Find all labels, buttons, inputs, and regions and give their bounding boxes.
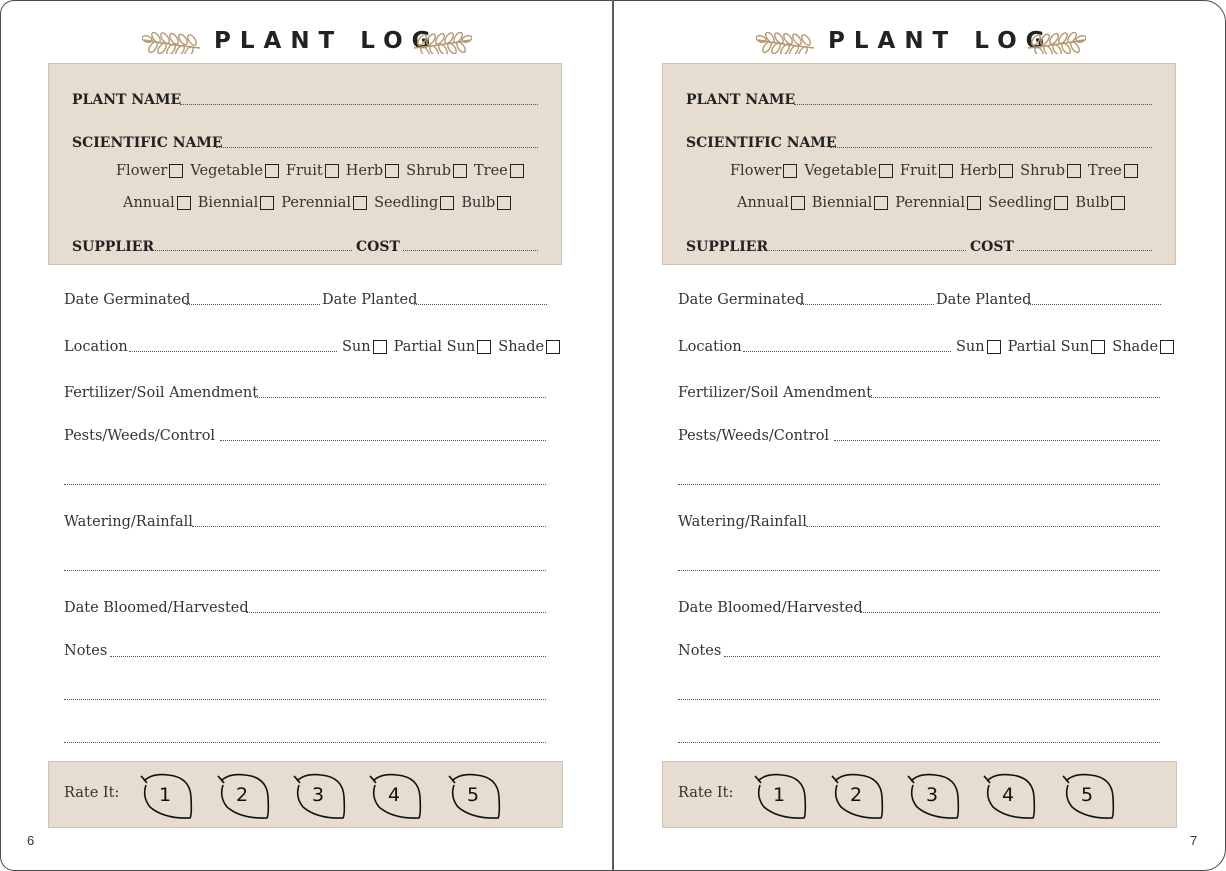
plant-type-label: Tree <box>1088 163 1122 179</box>
supplier-field[interactable] <box>764 250 966 251</box>
plant-type-label: Tree <box>474 163 508 179</box>
sun-option-label: Partial Sun <box>1007 339 1090 355</box>
date-germinated-label: Date Germinated <box>64 292 191 308</box>
life-cycle-checkbox[interactable] <box>791 196 805 210</box>
sun-option <box>1112 339 1177 355</box>
life-cycle-label: Seedling <box>988 195 1053 211</box>
rating-leaf-icon[interactable] <box>905 771 965 821</box>
scientific-name-label: SCIENTIFIC NAME <box>686 135 837 151</box>
plant-type-checkbox[interactable] <box>1067 164 1081 178</box>
life-cycle-option <box>281 195 370 211</box>
plant-name-label: PLANT NAME <box>686 92 796 108</box>
life-cycle-option <box>988 195 1071 211</box>
notes-field-line-3[interactable] <box>64 742 546 743</box>
plant-type-option <box>900 163 956 179</box>
life-cycle-checkbox[interactable] <box>177 196 191 210</box>
rating-leaf-icon[interactable] <box>829 771 889 821</box>
plant-type-checkbox[interactable] <box>879 164 893 178</box>
watering-field-line-2[interactable] <box>64 570 546 571</box>
fertilizer-field[interactable] <box>255 397 546 398</box>
location-label: Location <box>64 339 128 355</box>
plant-type-label: Herb <box>959 163 998 179</box>
plant-type-option <box>406 163 470 179</box>
life-cycle-checkbox[interactable] <box>874 196 888 210</box>
plant-type-label: Herb <box>345 163 384 179</box>
life-cycle-label: Annual <box>737 195 789 211</box>
plant-type-checkbox[interactable] <box>453 164 467 178</box>
plant-type-options <box>116 163 531 179</box>
plant-type-checkbox[interactable] <box>510 164 524 178</box>
plant-name-field[interactable] <box>794 104 1152 105</box>
plant-name-label: PLANT NAME <box>72 92 182 108</box>
sun-option <box>394 339 495 355</box>
rating-leaf-icon[interactable] <box>291 771 351 821</box>
date-germinated-field[interactable] <box>186 304 320 305</box>
plant-type-label: Flower <box>730 163 782 179</box>
pests-field[interactable] <box>834 440 1160 441</box>
cost-field[interactable] <box>1017 250 1152 251</box>
notes-field-line-2[interactable] <box>678 699 1160 700</box>
plant-type-option <box>346 163 402 179</box>
rating-number: 1 <box>772 784 786 806</box>
sprig-left-icon <box>756 32 816 59</box>
scientific-name-field[interactable] <box>216 147 538 148</box>
life-cycle-option <box>737 195 808 211</box>
sun-options <box>956 339 1181 355</box>
page-number: 6 <box>27 833 35 848</box>
sun-option <box>498 339 563 355</box>
sprig-right-icon <box>1026 32 1086 59</box>
life-cycle-checkbox[interactable] <box>497 196 511 210</box>
sun-option-label: Sun <box>342 339 371 355</box>
life-cycle-checkbox[interactable] <box>440 196 454 210</box>
life-cycle-label: Bulb <box>1075 195 1110 211</box>
plant-type-checkbox[interactable] <box>265 164 279 178</box>
cost-label: COST <box>356 239 400 255</box>
plant-type-options <box>730 163 1145 179</box>
supplier-label: SUPPLIER <box>72 239 155 255</box>
plant-type-label: Shrub <box>406 163 451 179</box>
sun-option-checkbox[interactable] <box>1091 340 1105 354</box>
sun-option-label: Shade <box>1112 339 1159 355</box>
sun-option-label: Shade <box>498 339 545 355</box>
pests-field-line-2[interactable] <box>64 484 546 485</box>
date-planted-label: Date Planted <box>936 292 1032 308</box>
fertilizer-field[interactable] <box>869 397 1160 398</box>
plant-type-option <box>1088 163 1141 179</box>
plant-type-label: Fruit <box>899 163 937 179</box>
bloomed-field[interactable] <box>860 612 1160 613</box>
pests-field[interactable] <box>220 440 546 441</box>
sun-option <box>342 339 390 355</box>
rating-number: 4 <box>387 784 401 806</box>
rating-number: 2 <box>849 784 863 806</box>
rating-leaf-icon[interactable] <box>367 771 427 821</box>
sun-option-label: Partial Sun <box>393 339 476 355</box>
life-cycle-option <box>198 195 277 211</box>
cost-label: COST <box>970 239 1014 255</box>
sun-option-checkbox[interactable] <box>546 340 560 354</box>
rating-leaf-icon[interactable] <box>981 771 1041 821</box>
plant-type-option <box>474 163 527 179</box>
life-cycle-checkbox[interactable] <box>260 196 274 210</box>
scientific-name-label: SCIENTIFIC NAME <box>72 135 223 151</box>
plant-type-checkbox[interactable] <box>325 164 339 178</box>
rating-leaf-icon[interactable] <box>752 771 812 821</box>
rating-leaf-icon[interactable] <box>1060 771 1120 821</box>
life-cycle-checkbox[interactable] <box>967 196 981 210</box>
plant-type-option <box>190 163 282 179</box>
watering-label: Watering/Rainfall <box>678 514 807 530</box>
bloomed-field[interactable] <box>246 612 546 613</box>
plant-type-label: Flower <box>116 163 168 179</box>
rating-number: 3 <box>925 784 939 806</box>
sun-option-label: Sun <box>956 339 985 355</box>
life-cycle-label: Perennial <box>281 195 352 211</box>
plant-type-checkbox[interactable] <box>783 164 797 178</box>
supplier-label: SUPPLIER <box>686 239 769 255</box>
plant-log-page <box>0 0 612 871</box>
pests-label: Pests/Weeds/Control <box>64 428 216 444</box>
pests-label: Pests/Weeds/Control <box>678 428 830 444</box>
cost-field[interactable] <box>403 250 538 251</box>
notes-label: Notes <box>64 643 108 659</box>
rate-label: Rate It: <box>678 785 734 801</box>
life-cycle-option <box>1075 195 1128 211</box>
supplier-field[interactable] <box>150 250 352 251</box>
life-cycle-option <box>812 195 891 211</box>
plant-type-option <box>286 163 342 179</box>
life-cycle-option <box>123 195 194 211</box>
date-planted-label: Date Planted <box>322 292 418 308</box>
sun-options <box>342 339 567 355</box>
sun-option-checkbox[interactable] <box>1160 340 1174 354</box>
rating-number: 5 <box>466 784 480 806</box>
watering-field[interactable] <box>806 526 1160 527</box>
page-number: 7 <box>1190 833 1198 848</box>
rating-leaf-icon[interactable] <box>215 771 275 821</box>
sprig-left-icon <box>142 32 202 59</box>
rating-number: 1 <box>158 784 172 806</box>
fertilizer-label: Fertilizer/Soil Amendment <box>678 385 873 401</box>
location-label: Location <box>678 339 742 355</box>
life-cycle-checkbox[interactable] <box>1054 196 1068 210</box>
plant-type-option <box>116 163 186 179</box>
life-cycle-options <box>737 195 1132 211</box>
life-cycle-option <box>461 195 514 211</box>
scientific-name-field[interactable] <box>830 147 1152 148</box>
rating-number: 4 <box>1001 784 1015 806</box>
plant-type-checkbox[interactable] <box>385 164 399 178</box>
notes-field[interactable] <box>110 656 546 657</box>
plant-type-checkbox[interactable] <box>999 164 1013 178</box>
date-planted-field[interactable] <box>414 304 547 305</box>
life-cycle-option <box>374 195 457 211</box>
page-title: PLANT LOG <box>828 28 1054 54</box>
rating-number: 5 <box>1080 784 1094 806</box>
life-cycle-label: Biennial <box>197 195 259 211</box>
location-field[interactable] <box>743 351 951 352</box>
sun-option <box>1008 339 1109 355</box>
rating-leaf-icon[interactable] <box>446 771 506 821</box>
plant-type-label: Fruit <box>285 163 323 179</box>
plant-type-option <box>804 163 896 179</box>
fertilizer-label: Fertilizer/Soil Amendment <box>64 385 259 401</box>
notes-field[interactable] <box>724 656 1160 657</box>
bloomed-label: Date Bloomed/Harvested <box>64 600 249 616</box>
life-cycle-checkbox[interactable] <box>353 196 367 210</box>
sun-option-checkbox[interactable] <box>477 340 491 354</box>
sprig-right-icon <box>412 32 472 59</box>
watering-label: Watering/Rainfall <box>64 514 193 530</box>
life-cycle-label: Biennial <box>811 195 873 211</box>
plant-log-page <box>614 0 1226 871</box>
plant-type-option <box>960 163 1016 179</box>
date-germinated-field[interactable] <box>800 304 934 305</box>
plant-type-label: Vegetable <box>190 163 263 179</box>
page-title: PLANT LOG <box>214 28 440 54</box>
life-cycle-option <box>895 195 984 211</box>
watering-field[interactable] <box>192 526 546 527</box>
notes-field-line-2[interactable] <box>64 699 546 700</box>
life-cycle-label: Seedling <box>374 195 439 211</box>
bloomed-label: Date Bloomed/Harvested <box>678 600 863 616</box>
pests-field-line-2[interactable] <box>678 484 1160 485</box>
rating-number: 2 <box>235 784 249 806</box>
plant-name-field[interactable] <box>180 104 538 105</box>
date-germinated-label: Date Germinated <box>678 292 805 308</box>
plant-type-option <box>1020 163 1084 179</box>
rate-label: Rate It: <box>64 785 120 801</box>
sun-option-checkbox[interactable] <box>987 340 1001 354</box>
plant-type-checkbox[interactable] <box>939 164 953 178</box>
rating-number: 3 <box>311 784 325 806</box>
rating-leaf-icon[interactable] <box>138 771 198 821</box>
plant-type-label: Vegetable <box>804 163 877 179</box>
sun-option <box>956 339 1004 355</box>
plant-type-option <box>730 163 800 179</box>
notes-label: Notes <box>678 643 722 659</box>
life-cycle-checkbox[interactable] <box>1111 196 1125 210</box>
life-cycle-options <box>123 195 518 211</box>
life-cycle-label: Annual <box>123 195 175 211</box>
plant-type-checkbox[interactable] <box>169 164 183 178</box>
date-planted-field[interactable] <box>1028 304 1161 305</box>
notes-field-line-3[interactable] <box>678 742 1160 743</box>
life-cycle-label: Perennial <box>895 195 966 211</box>
sun-option-checkbox[interactable] <box>373 340 387 354</box>
plant-type-checkbox[interactable] <box>1124 164 1138 178</box>
life-cycle-label: Bulb <box>461 195 496 211</box>
plant-type-label: Shrub <box>1020 163 1065 179</box>
location-field[interactable] <box>129 351 337 352</box>
watering-field-line-2[interactable] <box>678 570 1160 571</box>
